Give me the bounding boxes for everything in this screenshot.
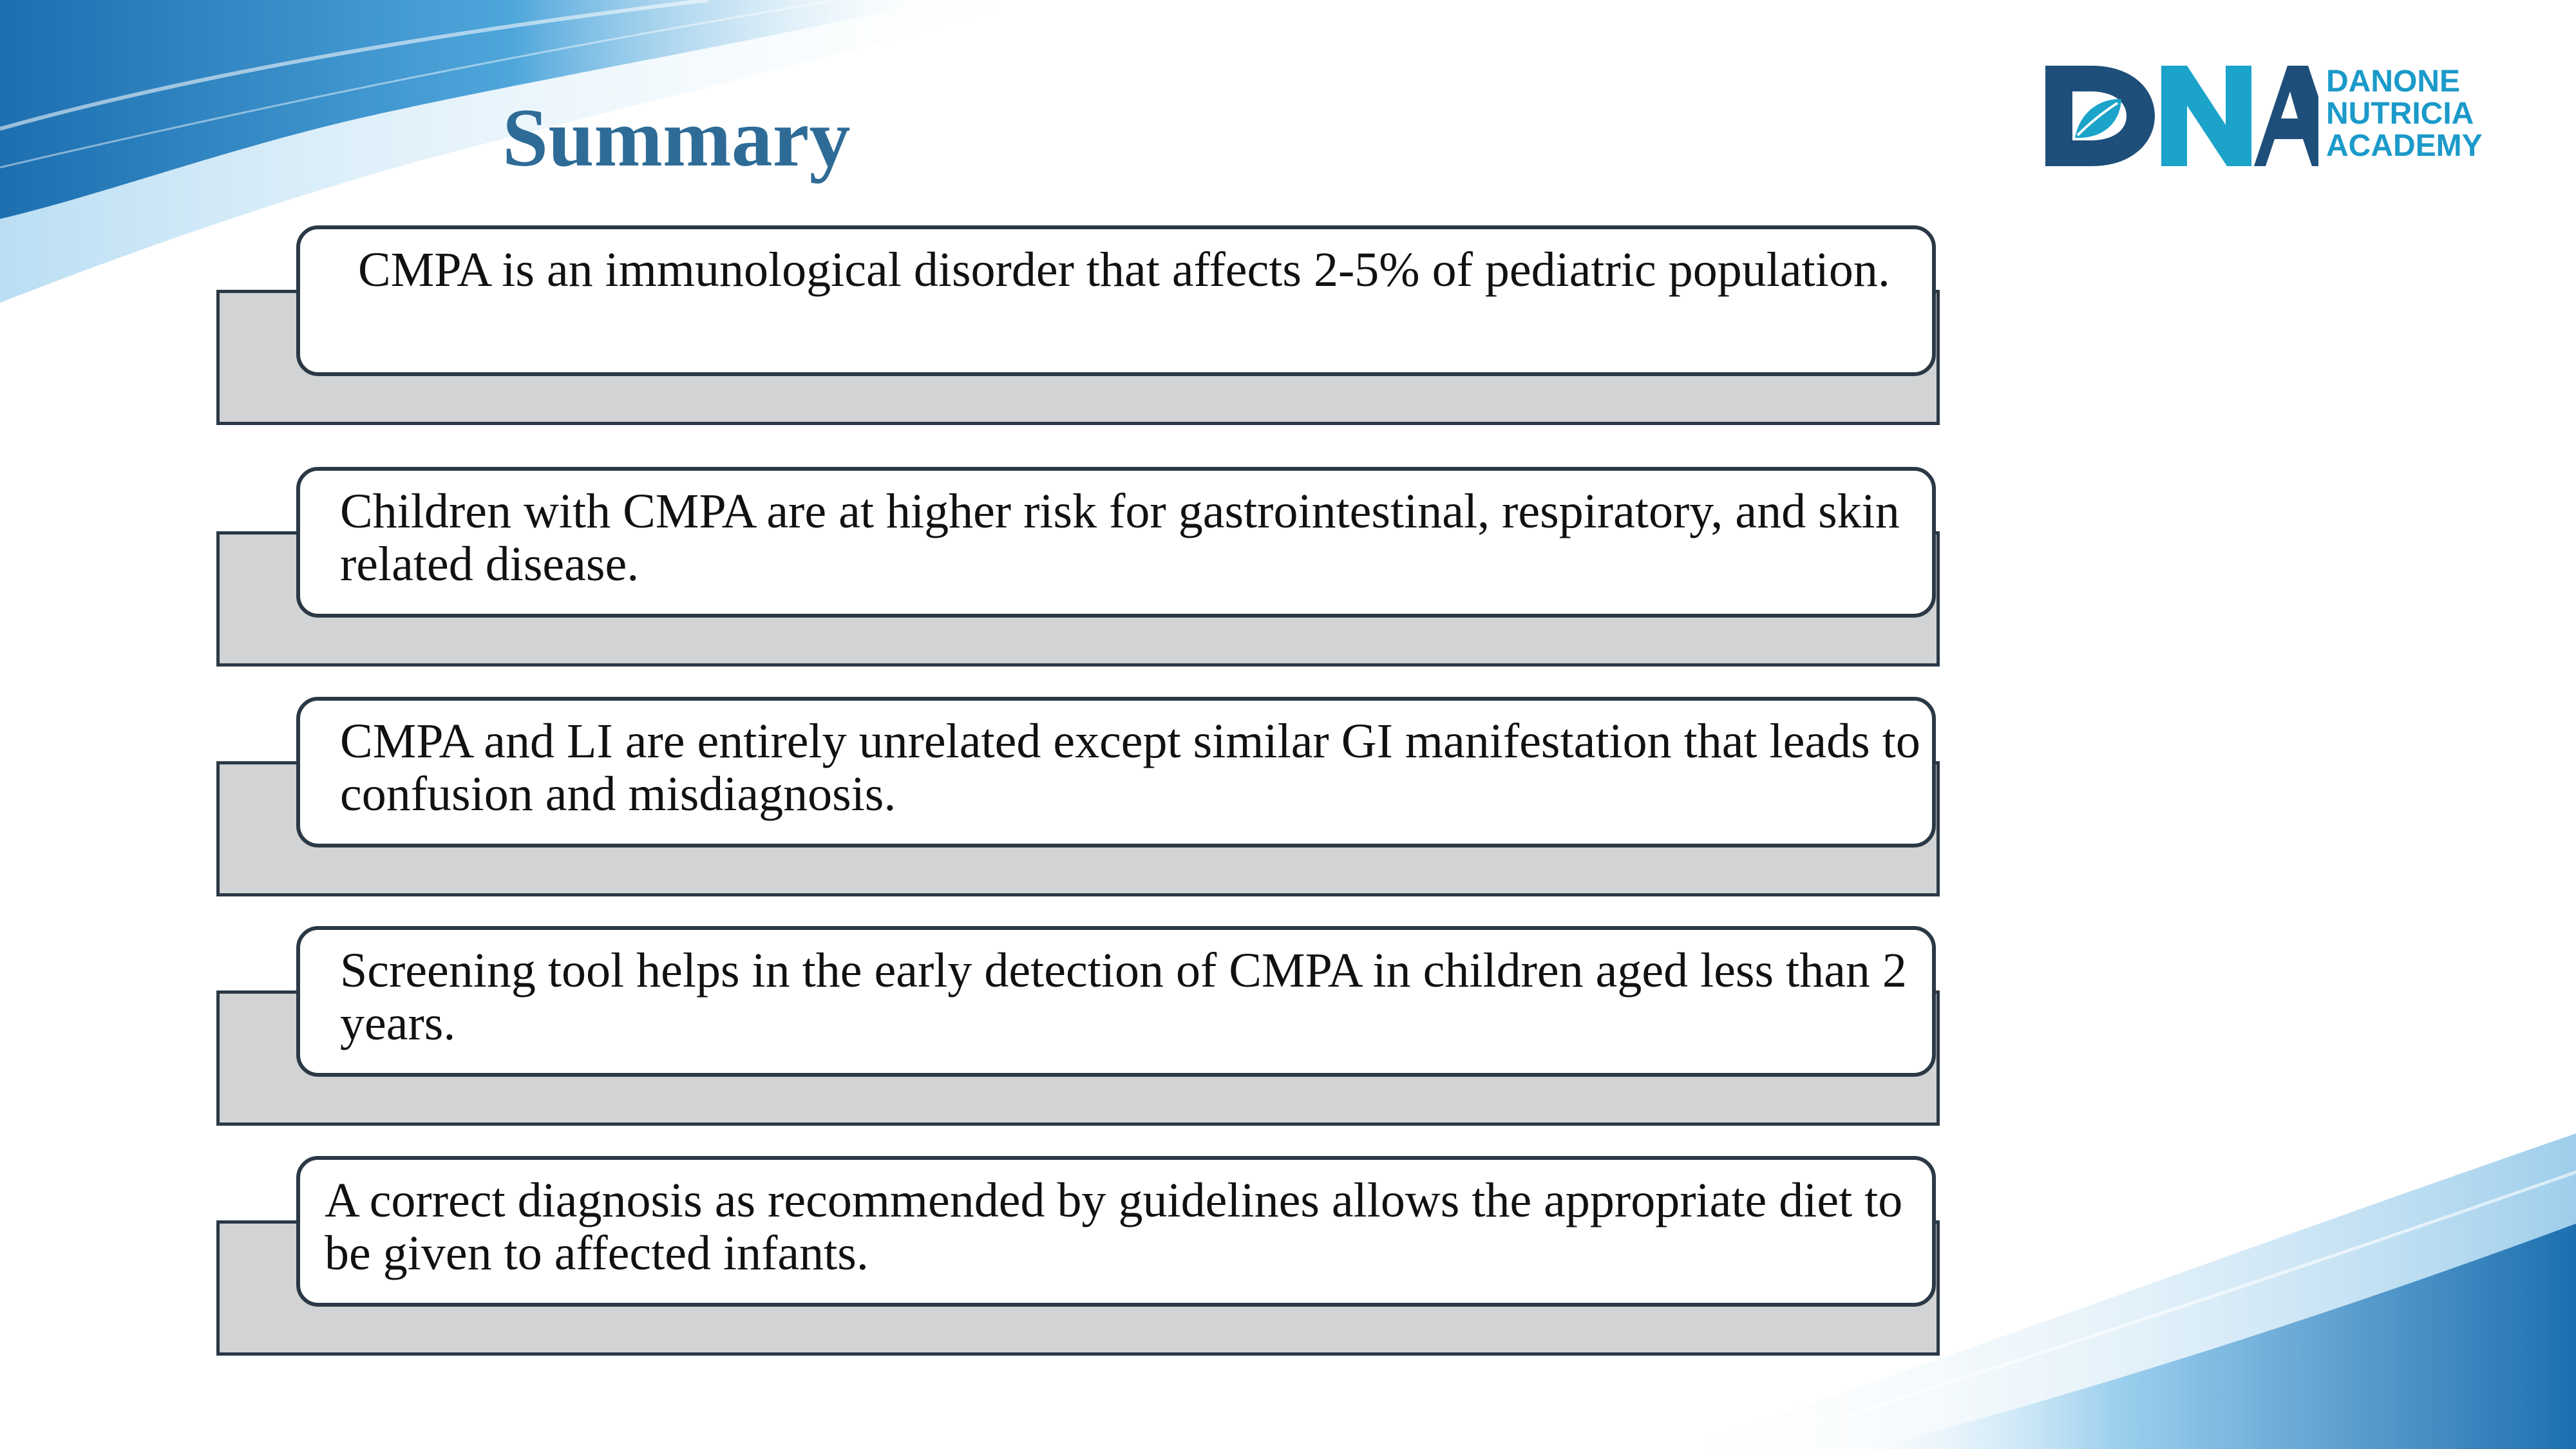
summary-item-1	[216, 225, 1937, 451]
summary-item-3	[216, 697, 1937, 922]
summary-item-box	[296, 697, 1936, 848]
dna-logo-wordmark	[2326, 66, 2483, 162]
summary-item-text: CMPA and LI are entirely unrelated except similar GI manifestation that leads to confusion and misdiagnosis.	[340, 714, 1920, 821]
summary-item-box	[296, 1156, 1936, 1307]
logo-line-1: DANONE	[2326, 64, 2461, 99]
summary-item-5	[216, 1156, 1937, 1381]
dna-logo	[2041, 58, 2492, 174]
summary-item-text: CMPA is an immunological disorder that affects 2-5% of pediatric population.	[358, 243, 1890, 297]
summary-item-box	[296, 467, 1936, 618]
slide-title: Summary	[502, 92, 851, 184]
logo-line-2: NUTRICIA	[2326, 97, 2474, 131]
summary-item-text: Screening tool helps in the early detection of CMPA in children aged less than 2 years.	[340, 943, 1907, 1050]
summary-item-box	[296, 225, 1936, 376]
summary-item-box	[296, 926, 1936, 1077]
summary-item-text: A correct diagnosis as recommended by guidelines allows the appropriate diet to be given to affected infants.	[325, 1173, 1903, 1280]
dna-logo-mark	[2041, 58, 2318, 174]
summary-item-2	[216, 467, 1937, 692]
logo-line-3: ACADEMY	[2326, 129, 2483, 163]
summary-item-4	[216, 926, 1937, 1151]
summary-item-text: Children with CMPA are at higher risk for gastrointestinal, respiratory, and skin related disease.	[340, 484, 1900, 591]
